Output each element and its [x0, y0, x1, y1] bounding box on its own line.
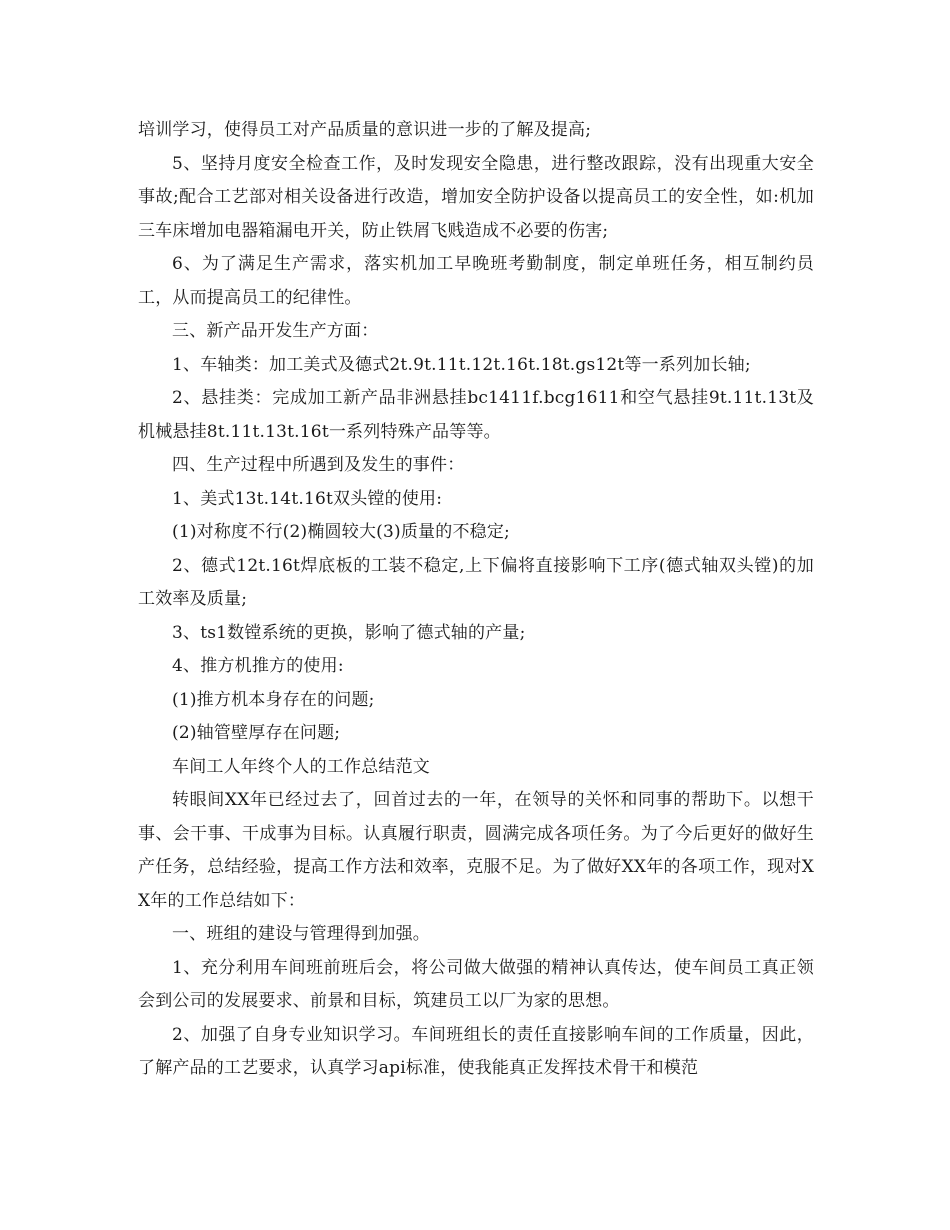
paragraph: 车间工人年终个人的工作总结范文 [172, 756, 430, 777]
paragraph: 6、为了满足生产需求，落实机加工早晚班考勤制度，制定单班任务，相互制约员工，从而提高员工的纪律性。 [138, 254, 814, 308]
paragraph: 1、车轴类：加工美式及德式2t.9t.11t.12t.16t.18t.gs12t等一系列加长轴; [172, 354, 751, 375]
paragraph: 转眼间XX年已经过去了，回首过去的一年，在领导的关怀和同事的帮助下。以想干事、会干事、干成事为目标。认真履行职责，圆满完成各项任务。为了今后更好的做好生产任务，总结经验，提高工作方法和效率，克服不足。为了做好XX年的各项工作，现对XX年的工作总结如下： [138, 790, 814, 911]
paragraph: 3、ts1数镗系统的更换，影响了德式轴的产量; [172, 622, 526, 643]
paragraph: 2、德式12t.16t焊底板的工装不稳定,上下偏将直接影响下工序(德式轴双头镗)的加工效率及质量; [138, 555, 814, 609]
paragraph: (1)对称度不行(2)椭圆较大(3)质量的不稳定; [172, 522, 510, 542]
paragraph: 1、美式13t.14t.16t双头镗的使用: [172, 488, 443, 509]
paragraph: 1、充分利用车间班前班后会，将公司做大做强的精神认真传达，使车间员工真正领会到公司的发展要求、前景和目标，筑建员工以厂为家的思想。 [138, 957, 814, 1011]
paragraph: 培训学习，使得员工对产品质量的意识进一步的了解及提高; [138, 120, 592, 140]
paragraph: 2、加强了自身专业知识学习。车间班组长的责任直接影响车间的工作质量，因此，了解产品的工艺要求，认真学习api标准，使我能真正发挥技术骨干和模范 [138, 1024, 814, 1078]
paragraph: (1)推方机本身存在的问题; [172, 689, 375, 710]
document-body [138, 114, 814, 1086]
paragraph: 四、生产过程中所遇到及发生的事件： [172, 455, 465, 475]
paragraph: (2)轴管壁厚存在问题; [172, 723, 341, 743]
paragraph: 2、悬挂类：完成加工新产品非洲悬挂bc1411f.bcg1611和空气悬挂9t.11t.13t及机械悬挂8t.11t.13t.16t一系列特殊产品等等。 [138, 388, 814, 442]
paragraph: 4、推方机推方的使用: [172, 656, 344, 676]
paragraph: 一、班组的建设与管理得到加强。 [172, 924, 430, 944]
paragraph: 三、新产品开发生产方面： [172, 321, 379, 341]
paragraph: 5、坚持月度安全检查工作，及时发现安全隐患，进行整改跟踪，没有出现重大安全事故;配合工艺部对相关设备进行改造，增加安全防护设备以提高员工的安全性，如:机加三车床增加电器箱漏电开关，防止铁屑飞贱造成不必要的伤害; [138, 153, 814, 241]
